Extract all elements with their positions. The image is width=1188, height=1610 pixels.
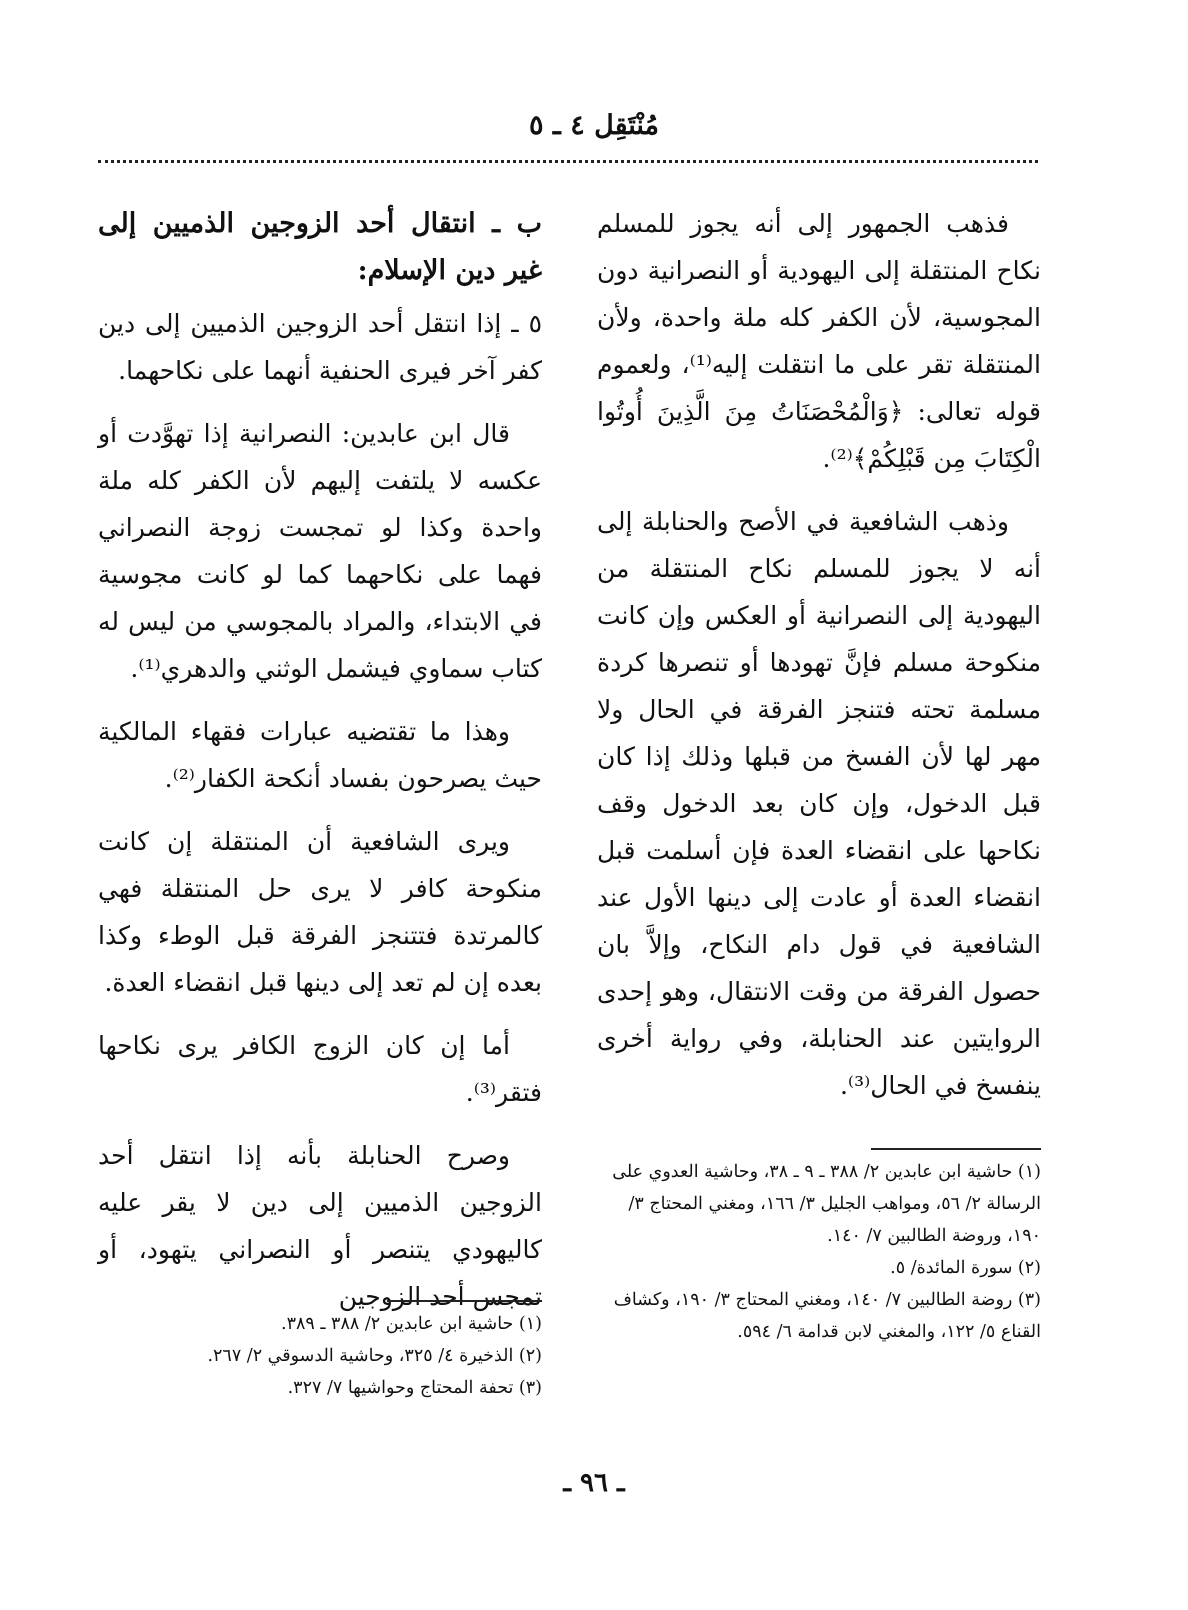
section-heading: ب ـ انتقال أحد الزوجين الذميين إلى غير دين الإسلام: <box>98 208 542 286</box>
left-paragraph-2: قال ابن عابدين: النصرانية إذا تهوَّدت أو عكسه لا يلتفت إليهم لأن الكفر كله ملة واحدة وكذا لو تمجست زوجة النصراني فهما على نكاحهما كما لو كانت مجوسية في الابتداء، والمراد بالمجوسي من ليس له كتاب سماوي فيشمل الوثني والدهري⁽¹⁾. <box>98 419 542 683</box>
left-footnote-3: (٣) تحفة المحتاج وحواشيها ٧/ ٣٢٧. <box>287 1378 542 1398</box>
right-footnote-rule <box>871 1148 1041 1150</box>
right-paragraph-1: فذهب الجمهور إلى أنه يجوز للمسلم نكاح المنتقلة إلى اليهودية أو النصرانية دون المجوسية، لأن الكفر كله ملة واحدة، ولأن المنتقلة تقر على ما انتقلت إليه⁽¹⁾، ولعموم قوله تعالى: ﴿وَالْمُحْصَنَاتُ مِنَ الَّذِينَ أُوتُوا الْكِتَابَ مِن قَبْلِكُمْ﴾⁽²⁾. <box>597 209 1041 473</box>
left-paragraph-3: وهذا ما تقتضيه عبارات فقهاء المالكية حيث يصرحون بفساد أنكحة الكفار⁽²⁾. <box>98 717 542 793</box>
running-head: مُنْتَقِل ٤ ـ ٥ <box>528 110 659 141</box>
right-footnote-2: (٢) سورة المائدة/ ٥. <box>890 1258 1041 1278</box>
right-footnotes <box>597 1148 1041 1348</box>
left-column <box>98 200 542 1336</box>
page-number: ـ ٩٦ ـ <box>563 1468 625 1498</box>
left-footnote-2: (٢) الذخيرة ٤/ ٣٢٥، وحاشية الدسوقي ٢/ ٢٦٧. <box>207 1346 542 1366</box>
left-paragraph-1: ٥ ـ إذا انتقل أحد الزوجين الذميين إلى دين كفر آخر فيرى الحنفية أنهما على نكاحهما. <box>98 309 542 385</box>
header-dotted-rule <box>98 160 1038 163</box>
left-footnotes <box>98 1300 542 1404</box>
right-paragraph-2: وذهب الشافعية في الأصح والحنابلة إلى أنه لا يجوز للمسلم نكاح المنتقلة من اليهودية إلى النصرانية أو العكس وإن كانت منكوحة مسلم فإنَّ تهودها أو تنصرها كردة مسلمة تحته فتنجز الفرقة في الحال ولا مهر لها لأن الفسخ من قبلها وذلك إذا كان قبل الدخول، وإن كان بعد الدخول وقف نكاحها على انقضاء العدة فإن أسلمت قبل انقضاء العدة أو عادت إلى دينها الأول عند الشافعية في قول دام النكاح، وإلاَّ بان حصول الفرقة من وقت الانتقال، وهو إحدى الروايتين عند الحنابلة، وفي رواية أخرى ينفسخ في الحال⁽³⁾. <box>597 507 1041 1100</box>
left-paragraph-5: أما إن كان الزوج الكافر يرى نكاحها فتقر⁽³⁾. <box>98 1031 542 1107</box>
left-footnote-1: (١) حاشية ابن عابدين ٢/ ٣٨٨ ـ ٣٨٩. <box>281 1314 542 1334</box>
right-column <box>597 200 1041 1125</box>
right-footnote-1: (١) حاشية ابن عابدين ٢/ ٣٨٨ ـ ٩ ـ ٣٨، وحاشية العدوي على الرسالة ٢/ ٥٦، ومواهب الجليل ٣/ ١٦٦، ومغني المحتاج ٣/ ١٩٠، وروضة الطالبين ٧/ ١٤٠. <box>612 1162 1041 1246</box>
left-paragraph-4: ويرى الشافعية أن المنتقلة إن كانت منكوحة كافر لا يرى حل المنتقلة فهي كالمرتدة فتتنجز الفرقة قبل الوطء وكذا بعده إن لم تعد إلى دينها قبل انقضاء العدة. <box>98 827 542 997</box>
right-footnote-3: (٣) روضة الطالبين ٧/ ١٤٠، ومغني المحتاج ٣/ ١٩٠، وكشاف القناع ٥/ ١٢٢، والمغني لابن قدامة ٦/ ٥٩٤. <box>613 1290 1041 1342</box>
left-footnote-rule <box>387 1300 542 1302</box>
left-paragraph-6: وصرح الحنابلة بأنه إذا انتقل أحد الزوجين الذميين إلى دين لا يقر عليه كاليهودي يتنصر أو النصراني يتهود، أو تمجس أحد الزوجين <box>98 1141 542 1311</box>
